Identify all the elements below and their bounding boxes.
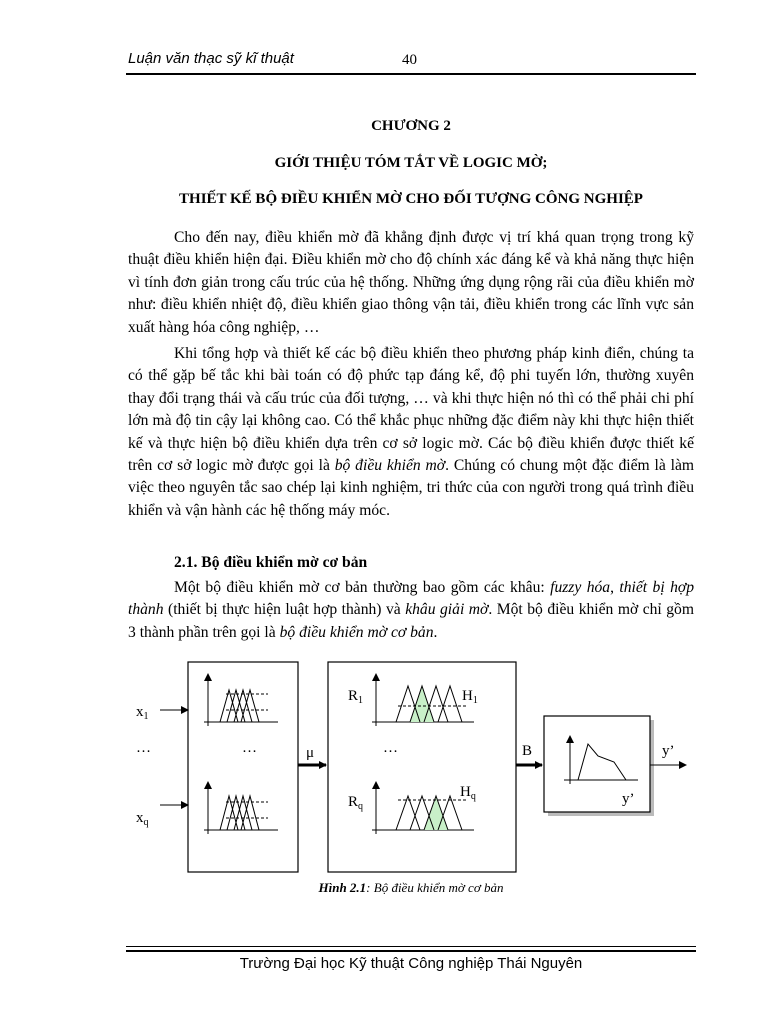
paragraph-3-a: Một bộ điều khiển mờ cơ bản thường bao gồm các khâu: [174,579,551,596]
paragraph-2-term: bộ điều khiển mờ [334,457,446,475]
label-x1: $x_1$ [136,704,149,722]
chapter-label: CHƯƠNG 2 [371,118,451,134]
paragraph-3 [128,577,694,644]
paragraph-3-d: . Một bộ điều khiển mờ chỉ gồm 3 thành phần trên gọi là [128,601,694,641]
paragraph-2-text: Khi tổng hợp và thiết kế các bộ điều khiển theo phương pháp kinh điển, chúng ta có thể gặp bế tắc khi bài toán có độ phức tạp đáng kể, độ phi tuyến lớn, thường xuyên thay đổi trạng thái và cấu trúc của đối tượng, … và khi thực hiện nó thì có thể phải chi phí lớn mà độ tin cậy lại không cao. Có thể khắc phục những đặc điểm này khi thực hiện thiết kế và thực hiện bộ điều khiển dựa trên cơ sở logic mờ. Các bộ điều khiển được thiết kế trên cơ sở logic mờ được gọi là [128,345,694,475]
paragraph-3-term-4: bộ điều khiển mờ cơ bản [279,623,434,641]
chapter-title-1: GIỚI THIỆU TÓM TẮT VỀ LOGIC MỜ; [274,155,548,171]
paragraph-3-term-2: thiết bị hợp thành [128,579,694,619]
label-y-out: y’ [662,743,675,759]
chapter-title-2: THIẾT KẾ BỘ ĐIỀU KHIỂN MỜ CHO ĐỐI TƯỢNG CÔNG NGHIỆP [179,191,643,207]
paragraph-3-c: (thiết bị thực hiện luật hợp thành) và [163,601,406,619]
header-title: Luận văn thạc sỹ kĩ thuật [128,50,294,67]
label-dots-box1: … [242,740,257,756]
paragraph-3-term-3: khâu giải mờ [405,601,489,619]
label-y-axis: y’ [622,791,635,807]
label-dots-left: … [136,740,151,756]
paragraph-3-b: , [610,579,620,596]
fuzzy-controller-diagram [126,640,696,878]
header-rule [126,73,696,75]
label-hq: $H_q$ [460,784,476,802]
figure-caption: Hình 2.1: Bộ điều khiển mờ cơ bản [318,880,504,895]
label-rq: $R_q$ [348,794,364,812]
paragraph-1: Cho đến nay, điều khiển mờ đã khẳng định được vị trí khá quan trọng trong kỹ thuật điều khiển hiện đại. Điều khiển mờ cho độ chính xác đáng kể và khả năng thực hiện vì tính đơn giản trong cấu trúc của hệ thống. Những ứng dụng rộng rãi của điều khiển mờ như: điều khiển nhiệt độ, điều khiển giao thông vận tải, điều khiển trong các lĩnh vực sản xuất hàng hóa công nghiệp, … [128,229,694,336]
label-dots-box2: … [383,740,398,756]
label-mu: μ [306,745,315,761]
page-number: 40 [402,52,417,68]
paragraph-3-e: . [433,623,438,641]
label-xq: $x_q$ [136,810,149,828]
paragraph-3-term-1: fuzzy hóa [550,579,611,596]
section-title: 2.1. Bộ điều khiển mờ cơ bản [174,554,368,571]
label-h1: $H_1$ [462,688,478,706]
footer-text: Trường Đại học Kỹ thuật Công nghiệp Thái Nguyên [239,955,583,972]
footer-rule-thick [126,950,696,952]
paragraph-2-end: . Chúng có chung một đặc điểm là làm việc theo nguyên tắc sao chép lại kinh nghiệm, tri thức của con người trong quá trình điều khiển và vận hành các hệ thống máy móc. [128,457,694,519]
label-r1: $R_1$ [348,688,364,706]
label-b: B [522,743,533,759]
footer-rule-thin [126,946,696,947]
paragraph-2 [128,343,694,522]
